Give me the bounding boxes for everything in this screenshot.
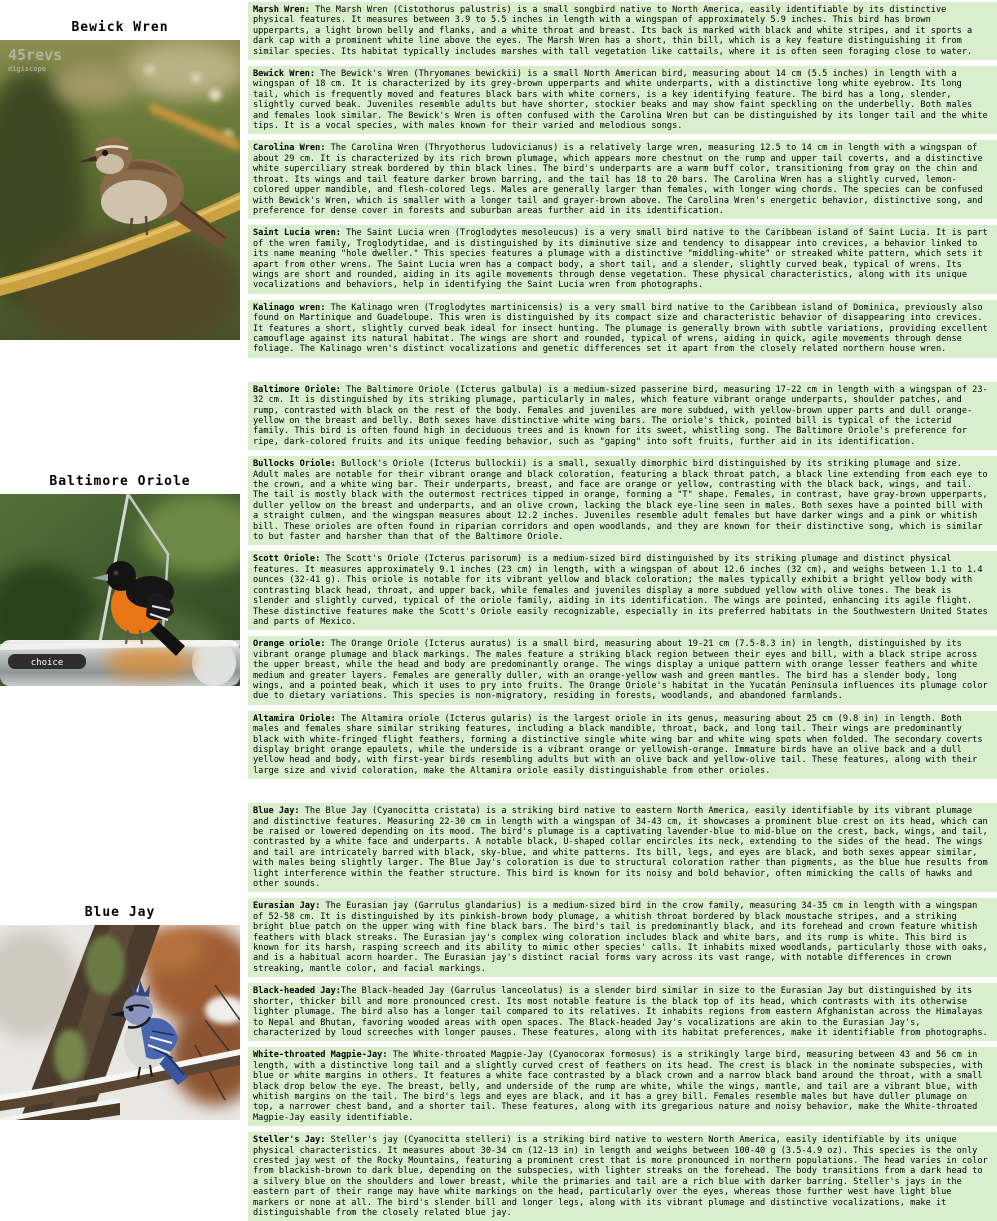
watermark-subtext: digiscope	[8, 64, 46, 73]
bird-title: Blue Jay	[84, 904, 156, 920]
description-block	[248, 140, 997, 219]
species-label: Steller's Jay:	[253, 1135, 326, 1146]
species-label: Baltimore Oriole:	[253, 384, 341, 395]
feeder-label-text: choice	[30, 658, 64, 669]
descriptions-orioles	[248, 382, 997, 779]
species-label: Black-headed Jay:	[253, 986, 341, 997]
species-label: Saint Lucia wren:	[253, 228, 341, 239]
left-pane-wrens	[0, 2, 248, 358]
species-text: The Black-headed Jay (Garrulus lanceolatus) is a slender bird similar in size to the Eurasian Jay but distinguished by its shorter, thicker bill and more pronounced crest. Its most notable feature is the black top of its head, which contrasts with its otherwise lighter plumage. The bird also has a longer tail compared to its relatives. It inhabits regions from eastern Afghanistan across the Himalayas to Nepal and Bhutan, favoring wooded areas with open spaces. The Black-headed Jay's vocalizations are akin to the Eurasian Jay's, characterized by loud screeches with longer pauses. These features, along with its habitat preferences, make it identifiable from photographs.	[253, 986, 988, 1038]
species-label: Altamira Oriole:	[253, 713, 336, 724]
description-block	[248, 636, 997, 704]
left-pane-jays	[0, 803, 248, 1221]
description-block	[248, 898, 997, 977]
species-text: The Scott's Oriole (Icterus parisorum) is a medium-sized bird distinguished by its striking plumage and distinct physical features. It measures approximately 9.1 inches (23 cm) in length, with a wingspan of about 12.6 inches (32 cm), and weighs between 1.1 to 1.4 ounces (32-41 g). This oriole is notable for its vibrant yellow and black coloration; the males typically exhibit a bright yellow body with contrasting black head, throat, and upper back, while females and juveniles display a more subdued yellow with olive tones. The beak is slender and slightly curved, typical of the oriole family, aiding in its identification. The wings are pointed, enhancing its agile flight. These distinctive features make the Scott's Oriole easily recognizable, especially in its preferred habitats in the Southwestern United States and parts of Mexico.	[253, 554, 988, 627]
description-block	[248, 382, 997, 450]
description-block	[248, 2, 997, 60]
species-text: The Orange Oriole (Icterus auratus) is a small bird, measuring about 19-21 cm (7.5-8.3 in) in length, distinguished by its vibrant orange plumage and black markings. The males feature a striking black region between their eyes and bill, with a black stripe across the upper breast, while the head and body are predominantly orange. The wings display a unique pattern with orange lesser feathers and white medium and greater layers. Females are generally duller, with an orange-yellow wash and green mantles. The bird has a slender body, long wings, and a pointed beak, which it uses to pry into fruits. The Orange Oriole's habitat in the Yucatán Peninsula influences its plumage color due to dietary variations. This species is non-migratory, residing in forests, woodlands, and abandoned farmlands.	[253, 639, 988, 702]
description-block	[248, 711, 997, 779]
species-text: The Kalinago wren (Troglodytes martinicensis) is a very small bird native to the Caribbean island of Dominica, previously also found on Martinique and Guadeloupe. This wren is distinguished by its compact size and characteristic behavior of disappearing into crevices. It features a short, slightly curved beak ideal for insect hunting. The plumage is generally brown with subtle variations, providing excellent camouflage against its natural habitat. The wings are short and rounded, typical of wrens, aiding in quick, agile movements through dense foliage. The Kalinago wren's distinct vocalizations and genetic differences set it apart from the closely related northern house wren.	[253, 302, 988, 355]
species-label: Bewick Wren:	[253, 69, 316, 80]
description-block	[248, 803, 997, 892]
species-label: Marsh Wren:	[253, 5, 310, 15]
species-text: The White-throated Magpie-Jay (Cyanocorax formosus) is a strikingly large bird, measuring between 43 and 56 cm in length, with a distinctive long tail and a slightly curved crest of feathers on its head. The crest is black in the nominate subspecies, with blue or white margins in others. It features a white face contrasted by a black crown and a narrow black band around the throat, with a small black drop below the eye. The breast, belly, and underside of the rump are white, while the wings, mantle, and tail are a vibrant blue, with whitish margins on the tail. The bird's legs and eyes are black, and it has a grey bill. Females resemble males but have duller plumage on top, a narrower chest band, and a shorter tail. These features, along with its gregarious nature and noisy behavior, make the White-throated Magpie-Jay easily identifiable.	[253, 1050, 983, 1123]
bird-title: Bewick Wren	[71, 19, 169, 35]
species-text: The Eurasian jay (Garrulus glandarius) is a medium-sized bird in the crow family, measuring 34-35 cm in length with a wingspan of 52-58 cm. It is distinguished by its pinkish-brown body plumage, a whitish throat bordered by black moustache stripes, and a striking bright blue patch on the upper wing with fine black bars. The bird's tail is predominantly black, and its forehead and crown feature whitish feathers with black streaks. The Eurasian jay's complex wing coloration includes black and white bars, and its rump is white. This bird is known for its harsh, rasping screech and its ability to mimic other species' calls. It inhabits mixed woodlands, particularly those with oaks, and is a habitual acorn hoarder. The Eurasian jay's distinct racial forms vary across its vast range, with notable differences in crown streaking, mantle color, and facial markings.	[253, 901, 988, 974]
species-text: Steller's jay (Cyanocitta stelleri) is a striking bird native to western North America, easily identifiable by its unique physical characteristics. It measures about 30-34 cm (12-13 in) in length and weighs between 100-40 g (3.5-4.9 oz). This species is the only crested jay west of the Rocky Mountains, featuring a prominent crest that is more pronounced in northern populations. The head varies in color from blackish-brown to dark blue, depending on the subspecies, with lighter streaks on the forehead. The body transitions from a dark head to a silvery blue on the shoulders and lower breast, while the primaries and tail are a rich blue with darker barring. Steller's jays in the eastern part of their range may have white markings on the head, particularly over the eyes, whereas those further west have light blue markers or none at all. The bird's slender bill and longer legs, along with its vibrant plumage and distinctive vocalizations, make it distinguishable from the closely related blue jay.	[253, 1135, 988, 1218]
species-label: Scott Oriole:	[253, 554, 321, 565]
species-text: The Baltimore Oriole (Icterus galbula) is a medium-sized passerine bird, measuring 17-22 cm in length with a wingspan of 23-32 cm. It is distinguished by its striking plumage, particularly in males, which feature vibrant orange underparts, shoulder patches, and rump, contrasted with black on the rest of the body. Females and juveniles are more subdued, with yellow-brown upper parts and dull orange-yellow on the breast and belly. Both sexes have distinctive white wing bars. The oriole's thick, pointed bill is typical of the icterid family. This bird is often found high in deciduous trees and is known for its sweet, whistling song. The Baltimore Oriole's preference for ripe, dark-colored fruits and its unique feeding behavior, such as "gaping" into soft fruits, further aid in its identification.	[253, 384, 988, 447]
bewick-wren-photo	[0, 40, 240, 340]
description-block	[248, 300, 997, 358]
species-text: The Marsh Wren (Cistothorus palustris) is a small songbird native to North America, easily identifiable by its distinctive physical features. It measures between 3.9 to 5.5 inches in length with a wingspan of approximately 5.9 inches. This bird has brown upperparts, a light brown belly and flanks, and a white throat and breast. Its back is marked with black and white stripes, and it sports a dark cap with a prominent white line above the eyes. The Marsh Wren has a short, thin bill, which is a key feature distinguishing it from similar species. Its habitat typically includes marshes with tall vegetation like cattails, where it is often seen foraging close to water.	[253, 5, 973, 57]
baltimore-oriole-photo	[0, 494, 240, 686]
species-text: The Blue Jay (Cyanocitta cristata) is a striking bird native to eastern North America, easily identifiable by its vibrant plumage and distinctive features. Measuring 22-30 cm in length with a wingspan of 34-43 cm, it showcases a prominent blue crest on its head, which can be raised or lowered depending on its mood. The bird's plumage is a captivating lavender-blue to mid-blue on the crest, back, wings, and tail, contrasted by a white face and underparts. A notable black, U-shaped collar encircles its neck, extending to the sides of the head. The wings and tail are intricately barred with black, sky-blue, and white patterns. Its bill, legs, and eyes are black, and both sexes appear similar, with males being slightly larger. The Blue Jay's coloration is due to structural coloration rather than pigments, as the blue hue results from light interference within the feather structure. This bird is known for its noisy and bold behavior, often mimicking the calls of hawks and other sounds.	[253, 806, 988, 890]
species-label: Kalinago wren:	[253, 302, 326, 313]
description-block	[248, 1047, 997, 1126]
description-block	[248, 551, 997, 630]
species-label: Blue Jay:	[253, 806, 300, 817]
species-label: White-throated Magpie-Jay:	[253, 1050, 388, 1061]
bird-title: Baltimore Oriole	[49, 474, 191, 490]
description-block	[248, 983, 997, 1041]
species-text: The Altamira oriole (Icterus gularis) is the largest oriole in its genus, measuring about 25 cm (9.8 in) in length. Both males and females share similar striking features, including a black mandible, throat, back, and long tail. Their wings are predominantly black with white-fringed flight feathers, forming a distinctive single white wing bar and white wing spots when folded. The secondary coverts display bright orange epaulets, while the underside is a vibrant orange or yellowish-orange. Immature birds have an olive back and a dull yellow head and body, with first-year birds resembling adults but with an olive back and yellow-olive tail. These features, along with their large size and vivid coloration, make the Altamira oriole easily distinguishable from other orioles.	[253, 713, 983, 776]
description-block	[248, 66, 997, 134]
species-text: The Carolina Wren (Thryothorus ludovicianus) is a relatively large wren, measuring 12.5 to 14 cm in length with a wingspan of about 29 cm. It is characterized by its rich brown plumage, which appears more chestnut on the rump and upper tail coverts, and a distinctive white superciliary streak bordered by thin black lines. The bird's underparts are a warm buff color, transitioning from gray on the chin and throat. Its wings and tail feature darker brown barring, and the tail has 18 to 20 bars. The Carolina Wren has a slightly curved, lemon-colored upper mandible, and flesh-colored legs. Males are generally larger than females, with longer wing chords. The species can be confused with Bewick's Wren, which is smaller with a longer tail and grayer-brown above. The Carolina Wren's energetic behavior, distinctive song, and preference for dense cover in forests and suburban areas further aid in its identification.	[253, 143, 983, 216]
description-block	[248, 225, 997, 293]
species-label: Carolina Wren:	[253, 143, 326, 154]
species-text: The Saint Lucia wren (Troglodytes mesoleucus) is a very small bird native to the Caribbean island of Saint Lucia. It is part of the wren family, Troglodytidae, and is distinguished by its diminutive size and tendency to disappear into crevices, a behavior linked to its name meaning "hole dweller." This species features a plumage with a distinctive "middling-white" or streaked white pattern, which sets it apart from other wrens. The Saint Lucia wren has a compact body, a short tail, and a slender, slightly curved beak, typical of wrens. Its wings are short and rounded, aiding in its agile movements through dense vegetation. These physical characteristics, along with its unique vocalizations and behaviors, help in identifying the Saint Lucia wren from photographs.	[253, 228, 988, 291]
species-label: Bullocks Oriole:	[253, 459, 336, 470]
species-label: Orange oriole:	[253, 639, 326, 650]
left-pane-orioles	[0, 382, 248, 779]
descriptions-jays	[248, 803, 997, 1221]
species-text: The Bewick's Wren (Thryomanes bewickii) is a small North American bird, measuring about 14 cm (5.5 inches) in length with a wingspan of 18 cm. It is characterized by its grey-brown upperparts and white underparts, with a distinctive long white eyebrow. Its long tail, which is frequently moved and features black bars with white corners, is a key identifying feature. The bird has a long, slender, slightly curved beak. Juveniles resemble adults but have shorter, stockier beaks and may show faint speckling on the underbelly. Both males and females look similar. The Bewick's Wren is often confused with the Carolina Wren but can be distinguished by its longer tail and the white tips. It is a vocal species, with males known for their varied and melodious songs.	[253, 69, 988, 132]
species-text: Bullock's Oriole (Icterus bullockii) is a small, sexually dimorphic bird distinguished by its striking plumage and size. Adult males are notable for their vibrant orange and black coloration, featuring a black throat patch, a black line extending from each eye to the crown, and a white wing bar. Their underparts, breast, and face are orange or yellow, contrasting with the black back, wings, and tail. The tail is mostly black with the outermost rectrices tipped in orange, forming a "T" shape. Females, in contrast, have gray-brown upperparts, duller yellow on the breast and underparts, and an olive crown, lacking the black eye-line seen in males. Both sexes have a pointed bill with a straight culmen, and the wingspan measures about 12.2 inches. Juveniles resemble adult females but have darker wings and a pink or whitish bill. These orioles are often found in riparian corridors and open woodlands, and they are known for their distinctive song, which is similar to but faster and harsher than that of the Baltimore Oriole.	[253, 459, 988, 543]
watermark-text: 45revs	[8, 45, 63, 64]
group-row-wrens	[0, 2, 997, 358]
group-row-jays	[0, 803, 997, 1221]
description-block	[248, 1132, 997, 1221]
description-block	[248, 456, 997, 545]
group-row-orioles	[0, 382, 997, 779]
blue-jay-photo	[0, 925, 240, 1120]
descriptions-wrens	[248, 2, 997, 358]
species-label: Eurasian Jay:	[253, 901, 321, 912]
